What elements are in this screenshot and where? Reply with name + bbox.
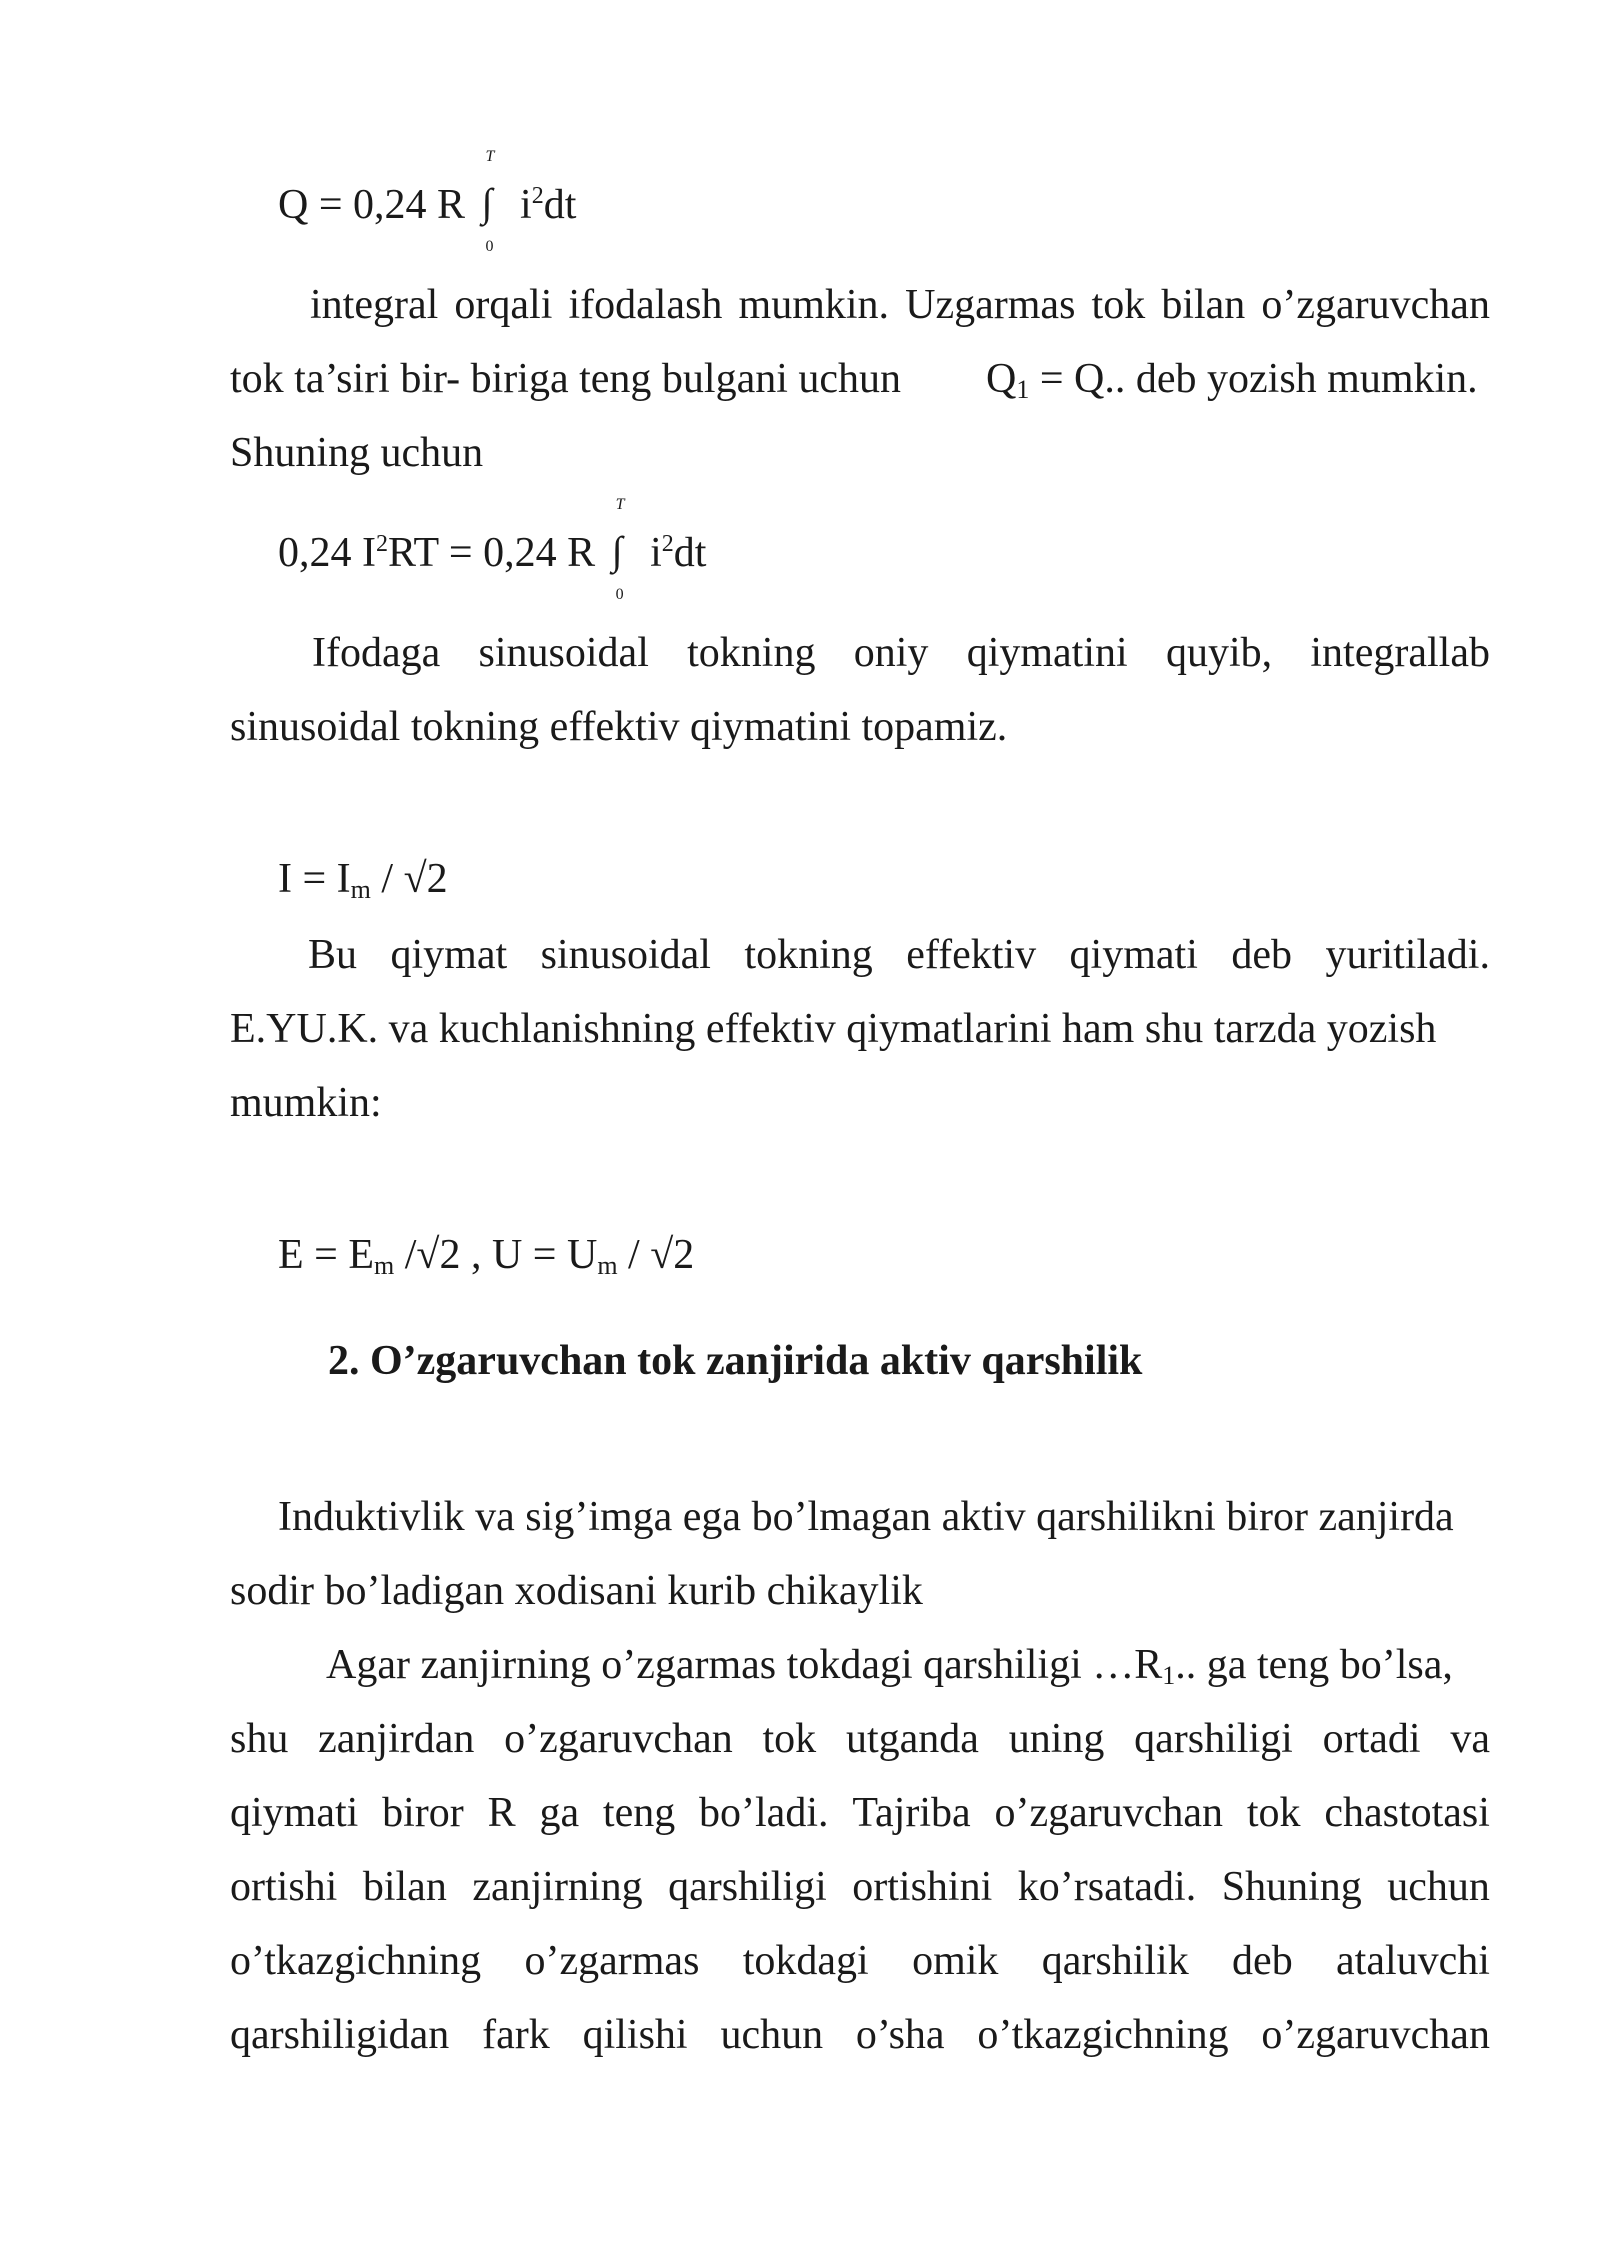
paragraph-5-line-1-a: Agar zanjirning o’zgarmas tokdagi qarshiligi …R [326,1642,1163,1688]
word: zanjirning [472,1864,643,1910]
paragraph-5-line-1-b: .. ga teng bo’lsa, [1175,1642,1453,1688]
word: o’zgaruvchan [1261,2012,1490,2058]
integrand-base: i [520,182,532,228]
word: ataluvchi [1336,1938,1490,1984]
integrand-rest: dt [673,530,707,576]
integral-lower-limit: 0 [615,586,624,604]
word: qiymati [230,1790,359,1836]
word: integrallab [1310,630,1490,676]
word: ifodalash [568,282,723,328]
word: qiymat [390,932,508,978]
equation3-subscript: m [350,875,371,904]
q-rest: = Q.. deb yozish mumkin. [1029,356,1478,402]
word: Tajriba [852,1790,971,1836]
word: sinusoidal [540,932,711,978]
word: deb [1231,932,1292,978]
paragraph-5-line-3 [230,1792,1490,1834]
paragraph-5-line-2 [230,1718,1490,1760]
word: qarshiligi [668,1864,827,1910]
equation-effective-emf-voltage [278,1232,695,1280]
word: Uzgarmas [905,282,1076,328]
q-symbol: Q [986,356,1017,402]
word: mumkin. [738,282,890,328]
equation3-a: I = I [278,856,351,902]
word: qarshilik [1041,1938,1189,1984]
word: effektiv [906,932,1037,978]
word: chastotasi [1324,1790,1490,1836]
word: fark [482,2012,550,2058]
word: Ifodaga [312,630,441,676]
integral-symbol [606,496,640,604]
equation4-c: / √2 [617,1232,695,1278]
r-subscript: 1 [1162,1661,1176,1690]
paragraph-2-line-2: sinusoidal tokning effektiv qiymatini topamiz. [230,704,1008,750]
word: uchun [720,2012,824,2058]
word: qarshiligidan [230,2012,450,2058]
word: orqali [454,282,553,328]
paragraph-1-line-1 [310,284,1490,326]
word: bilan [362,1864,447,1910]
word: o’zgarmas [524,1938,700,1984]
word: o’zgaruvchan [994,1790,1224,1836]
paragraph-2-line-1 [312,632,1490,674]
word: integral [310,282,439,328]
paragraph-3-line-2: E.YU.K. va kuchlanishning effektiv qiymatlarini ham shu tarzda yozish [230,1006,1437,1052]
paragraph-5-line-1 [326,1642,1453,1690]
section-heading: 2. O’zgaruvchan tok zanjirida aktiv qarshilik [328,1338,1143,1384]
word: R [487,1790,516,1836]
word: ortishi [230,1864,338,1910]
word: biror [382,1790,464,1836]
word: o’zgaruvchan [504,1716,733,1762]
integral-lower-limit: 0 [485,238,494,256]
word: qarshiligi [1134,1716,1293,1762]
paragraph-1-line-2-left: tok ta’siri bir- biriga teng bulgani uchun [230,356,902,402]
word: sinusoidal [478,630,649,676]
paragraph-5-line-4 [230,1866,1490,1908]
word: deb [1232,1938,1293,1984]
paragraph-5-line-5 [230,1940,1490,1982]
integral-upper-limit: T [615,496,625,514]
word: omik [912,1938,999,1984]
word: teng [602,1790,676,1836]
word: Shuning [1221,1864,1362,1910]
equation-energy-balance [278,496,707,604]
integrand-base: i [650,530,662,576]
equation4-a: E = E [278,1232,374,1278]
word: tok [1246,1790,1301,1836]
word: ortadi [1322,1716,1421,1762]
equation3-b: / √2 [370,856,448,902]
word: o’sha [855,2012,945,2058]
word: yuritiladi. [1325,932,1490,978]
word: ortishini [852,1864,993,1910]
paragraph-3-line-3: mumkin: [230,1080,382,1126]
equation2-lhs-a: 0,24 I [278,530,376,576]
integral-upper-limit: T [485,148,495,166]
word: qiymati [1069,932,1198,978]
word: o’tkazgichning [230,1938,482,1984]
integral-sign: ∫ [611,528,623,574]
paragraph-1-line-3: Shuning uchun [230,430,484,476]
equation2-lhs-b: RT = 0,24 R [388,530,596,576]
integrand-exponent: 2 [661,531,674,557]
word: o’zgaruvchan [1261,282,1490,328]
integral-symbol [476,148,510,256]
paragraph-3-line-1 [308,934,1490,976]
word: tok [1091,282,1146,328]
equation2-lhs-exponent: 2 [376,531,388,557]
paragraph-4-line-2: sodir bo’ladigan xodisani kurib chikaylik [230,1568,923,1614]
word: tokdagi [742,1938,869,1984]
equation4-subscript-2: m [597,1251,618,1280]
word: Bu [308,932,358,978]
word: tokning [744,932,873,978]
word: ko’rsatadi. [1017,1864,1197,1910]
equation-lhs: Q = 0,24 R [278,182,466,228]
word: uchun [1387,1864,1490,1910]
word: bilan [1161,282,1246,328]
paragraph-5-line-6 [230,2014,1490,2056]
integral-sign: ∫ [481,180,493,226]
word: tokning [687,630,816,676]
word: oniy [853,630,929,676]
word: shu [230,1716,289,1762]
word: tok [762,1716,817,1762]
word: o’tkazgichning [977,2012,1229,2058]
integrand-rest: dt [543,182,577,228]
integrand-exponent: 2 [531,183,544,209]
word: qiymatini [966,630,1128,676]
q-subscript: 1 [1016,375,1030,404]
equation-effective-current [278,856,448,904]
word: ga [539,1790,580,1836]
word: uning [1008,1716,1105,1762]
word: quyib, [1165,630,1273,676]
word: zanjirdan [318,1716,475,1762]
word: utganda [845,1716,979,1762]
paragraph-1-line-2-right [986,356,1478,404]
equation4-b: /√2 , U = U [394,1232,598,1278]
word: qilishi [582,2012,688,2058]
paragraph-4-line-1: Induktivlik va sig’imga ega bo’lmagan aktiv qarshilikni biror zanjirda [278,1494,1454,1540]
equation4-subscript-1: m [374,1251,395,1280]
word: va [1450,1716,1490,1762]
equation-q-integral [278,148,577,256]
word: bo’ladi. [699,1790,829,1836]
